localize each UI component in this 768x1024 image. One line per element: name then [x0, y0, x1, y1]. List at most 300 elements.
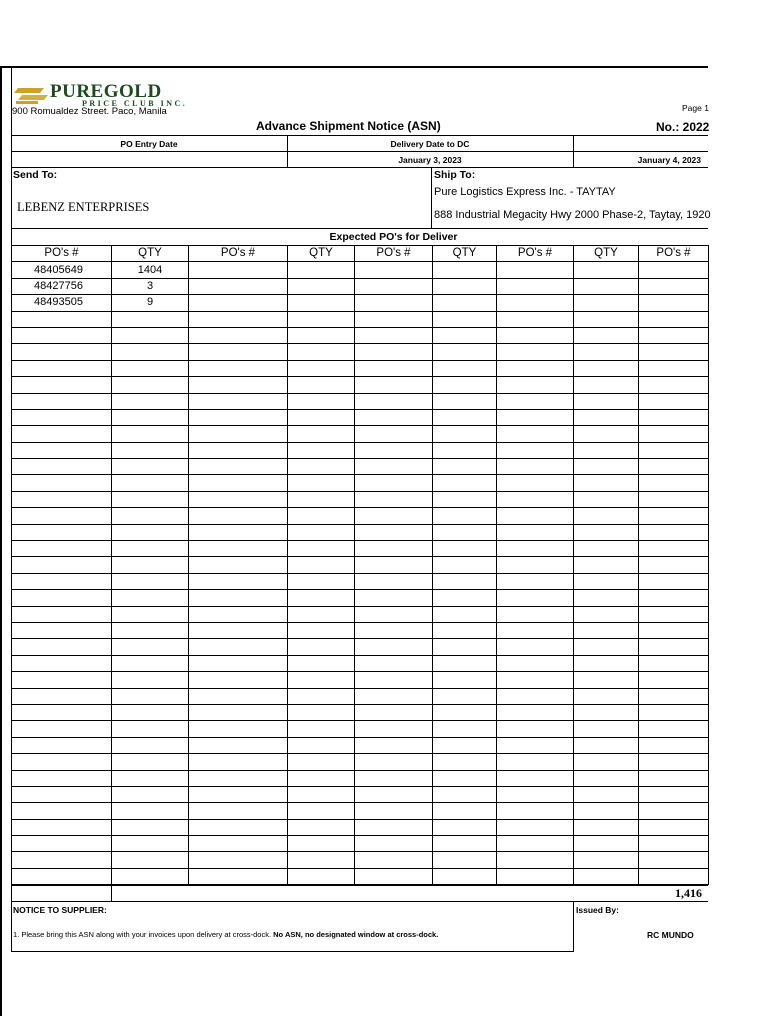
qty-cell: [574, 344, 639, 360]
qty-cell: [112, 836, 189, 852]
secondary-date-value: January 4, 2023: [637, 155, 701, 165]
qty-cell: [112, 655, 189, 671]
po-number-cell: [355, 803, 433, 819]
qty-cell: [433, 508, 497, 524]
po-number-cell: [497, 524, 574, 540]
po-number-cell: [639, 475, 709, 491]
po-number-cell: [639, 262, 709, 278]
po-number-cell: [355, 868, 433, 884]
po-number-cell: [639, 852, 709, 868]
table-row: [12, 262, 709, 278]
qty-cell: [574, 868, 639, 884]
po-number-cell: [189, 295, 288, 311]
table-row: [12, 311, 709, 327]
qty-cell: [288, 606, 355, 622]
po-number-cell: [497, 475, 574, 491]
issued-by-name: RC MUNDO: [647, 930, 694, 940]
qty-cell: [433, 754, 497, 770]
qty-cell: [112, 459, 189, 475]
qty-cell: [288, 409, 355, 425]
po-number-cell: [355, 541, 433, 557]
qty-cell: [433, 524, 497, 540]
qty-cell: [433, 360, 497, 376]
po-number-cell: [12, 311, 112, 327]
po-number-cell: [12, 622, 112, 638]
po-number-cell: [355, 721, 433, 737]
qty-cell: [112, 557, 189, 573]
qty-cell: [433, 836, 497, 852]
po-number-cell: [12, 590, 112, 606]
po-number-cell: [12, 377, 112, 393]
asn-number: No.: 2022: [656, 120, 710, 134]
qty-cell: [574, 278, 639, 294]
po-number-cell: [355, 393, 433, 409]
po-number-cell: [355, 344, 433, 360]
qty-cell: [433, 442, 497, 458]
po-number-cell: [497, 770, 574, 786]
qty-cell: [112, 704, 189, 720]
table-row: [12, 442, 709, 458]
po-number-cell: [189, 639, 288, 655]
po-number-cell: [497, 295, 574, 311]
ship-to-address: 888 Industrial Megacity Hwy 2000 Phase-2, Taytay, 1920: [434, 209, 711, 221]
qty-cell: [112, 377, 189, 393]
po-number-cell: [189, 803, 288, 819]
qty-cell: [112, 721, 189, 737]
table-row: [12, 278, 709, 294]
qty-cell: [574, 377, 639, 393]
po-number-cell: [639, 786, 709, 802]
notice-text: [13, 930, 438, 939]
po-number-cell: [189, 721, 288, 737]
po-number-cell: [355, 704, 433, 720]
po-number-cell: [189, 262, 288, 278]
qty-cell: [574, 786, 639, 802]
po-number-cell: [639, 344, 709, 360]
po-number-cell: [12, 524, 112, 540]
qty-cell: [433, 557, 497, 573]
po-number-cell: [639, 737, 709, 753]
qty-cell: [112, 737, 189, 753]
po-number-cell: [355, 573, 433, 589]
qty-cell: [433, 278, 497, 294]
qty-cell: [433, 409, 497, 425]
qty-cell: [433, 311, 497, 327]
po-number-cell: [355, 377, 433, 393]
qty-cell: [433, 295, 497, 311]
po-number-cell: [355, 442, 433, 458]
qty-cell: [112, 819, 189, 835]
column-header: PO's #: [355, 246, 433, 262]
po-number-cell: [355, 491, 433, 507]
po-number-cell: [355, 426, 433, 442]
po-number-cell: [355, 557, 433, 573]
qty-cell: [112, 344, 189, 360]
po-number-cell: [497, 606, 574, 622]
po-number-cell: [355, 295, 433, 311]
column-header: PO's #: [12, 246, 112, 262]
po-number-cell: [497, 360, 574, 376]
po-number-cell: [497, 327, 574, 343]
table-row: [12, 852, 709, 868]
qty-cell: [112, 327, 189, 343]
qty-cell: [574, 852, 639, 868]
po-number-cell: [639, 557, 709, 573]
po-number-cell: [497, 393, 574, 409]
qty-cell: [574, 311, 639, 327]
total-qty: 1,416: [675, 886, 702, 900]
qty-cell: [288, 491, 355, 507]
po-number-cell: [355, 819, 433, 835]
qty-cell: [288, 819, 355, 835]
row-line: [11, 167, 708, 168]
col-line: [431, 167, 432, 229]
po-number-cell: [639, 508, 709, 524]
qty-cell: [112, 442, 189, 458]
po-number-cell: [12, 344, 112, 360]
po-number-cell: [639, 754, 709, 770]
po-number-cell: [497, 836, 574, 852]
send-to-label: Send To:: [13, 169, 58, 181]
po-number-cell: [12, 819, 112, 835]
qty-cell: [112, 672, 189, 688]
qty-cell: [288, 573, 355, 589]
table-row: [12, 655, 709, 671]
qty-cell: [433, 327, 497, 343]
qty-cell: [112, 622, 189, 638]
row-line: [11, 228, 708, 229]
po-number-cell: [189, 672, 288, 688]
qty-cell: [574, 803, 639, 819]
po-number-cell: [12, 442, 112, 458]
qty-cell: [112, 868, 189, 884]
qty-cell: [112, 754, 189, 770]
puregold-logo-icon: [14, 84, 54, 106]
table-row: [12, 426, 709, 442]
po-number-cell: [189, 622, 288, 638]
po-number-cell: [497, 852, 574, 868]
po-number-cell: [639, 327, 709, 343]
po-number-cell: [12, 393, 112, 409]
po-number-cell: [189, 606, 288, 622]
po-number-cell: [12, 508, 112, 524]
column-header: QTY: [574, 246, 639, 262]
po-number-cell: [12, 770, 112, 786]
po-number-cell: [497, 311, 574, 327]
qty-cell: [112, 311, 189, 327]
qty-cell: [288, 672, 355, 688]
qty-cell: [288, 622, 355, 638]
po-number-cell: [497, 426, 574, 442]
qty-cell: [288, 442, 355, 458]
qty-cell: [288, 639, 355, 655]
qty-cell: [574, 655, 639, 671]
qty-cell: [433, 344, 497, 360]
po-number-cell: [189, 541, 288, 557]
qty-cell: [574, 426, 639, 442]
po-number-cell: 48427756: [12, 278, 112, 294]
row-line: [11, 151, 708, 152]
po-number-cell: [12, 557, 112, 573]
po-number-cell: [189, 442, 288, 458]
qty-cell: [574, 819, 639, 835]
po-number-cell: [189, 311, 288, 327]
po-number-cell: [12, 541, 112, 557]
po-number-cell: [639, 704, 709, 720]
po-number-cell: [639, 721, 709, 737]
po-number-cell: [497, 573, 574, 589]
qty-cell: [288, 557, 355, 573]
po-number-cell: [497, 409, 574, 425]
column-header: PO's #: [639, 246, 709, 262]
logo-name: PUREGOLD: [50, 81, 162, 102]
ship-to-label: Ship To:: [434, 169, 476, 181]
po-number-cell: [639, 803, 709, 819]
po-number-cell: [189, 836, 288, 852]
qty-cell: [574, 360, 639, 376]
table-row: [12, 377, 709, 393]
qty-cell: [288, 508, 355, 524]
po-number-cell: [189, 426, 288, 442]
table-header-row: [12, 246, 709, 262]
qty-cell: [288, 262, 355, 278]
qty-cell: [433, 590, 497, 606]
qty-cell: [288, 524, 355, 540]
po-table: [11, 245, 709, 885]
po-number-cell: [639, 459, 709, 475]
po-number-cell: [497, 868, 574, 884]
company-address: 900 Romualdez Street. Paco, Manila: [12, 106, 167, 117]
col-line: [573, 901, 574, 952]
po-number-cell: [12, 688, 112, 704]
po-number-cell: [639, 295, 709, 311]
qty-cell: [433, 672, 497, 688]
table-row: [12, 573, 709, 589]
po-number-cell: [355, 639, 433, 655]
qty-cell: [433, 573, 497, 589]
qty-cell: [288, 377, 355, 393]
po-number-cell: [12, 868, 112, 884]
po-number-cell: 48405649: [12, 262, 112, 278]
send-to-name: LEBENZ ENTERPRISES: [17, 200, 150, 214]
po-number-cell: [639, 688, 709, 704]
po-number-cell: [497, 278, 574, 294]
po-number-cell: [189, 524, 288, 540]
po-number-cell: [12, 491, 112, 507]
po-number-cell: [189, 704, 288, 720]
po-number-cell: [497, 655, 574, 671]
po-number-cell: [12, 426, 112, 442]
po-number-cell: [639, 491, 709, 507]
row-line: [11, 901, 708, 902]
po-number-cell: [189, 393, 288, 409]
qty-cell: [574, 327, 639, 343]
po-number-cell: [189, 786, 288, 802]
po-number-cell: [355, 508, 433, 524]
ship-to-name: Pure Logistics Express Inc. - TAYTAY: [434, 186, 616, 198]
qty-cell: [288, 426, 355, 442]
qty-cell: [574, 590, 639, 606]
table-row: [12, 491, 709, 507]
qty-cell: [112, 360, 189, 376]
qty-cell: [574, 704, 639, 720]
qty-cell: [574, 688, 639, 704]
po-number-cell: [355, 655, 433, 671]
qty-cell: [574, 721, 639, 737]
table-row: [12, 639, 709, 655]
po-number-cell: [12, 852, 112, 868]
qty-cell: [433, 491, 497, 507]
po-number-cell: [355, 672, 433, 688]
po-number-cell: [497, 541, 574, 557]
column-header: PO's #: [497, 246, 574, 262]
qty-cell: [288, 868, 355, 884]
po-number-cell: [355, 278, 433, 294]
po-number-cell: [12, 803, 112, 819]
qty-cell: [112, 803, 189, 819]
po-number-cell: [355, 311, 433, 327]
po-number-cell: [12, 327, 112, 343]
qty-cell: [288, 770, 355, 786]
po-number-cell: [497, 704, 574, 720]
po-number-cell: [12, 475, 112, 491]
qty-cell: [433, 852, 497, 868]
qty-cell: [433, 737, 497, 753]
qty-cell: [574, 622, 639, 638]
po-number-cell: [497, 819, 574, 835]
row-line: [11, 885, 708, 886]
po-number-cell: [497, 622, 574, 638]
page-number: Page 1: [682, 103, 709, 113]
qty-cell: [433, 639, 497, 655]
po-number-cell: [355, 459, 433, 475]
po-number-cell: [355, 737, 433, 753]
po-number-cell: [355, 360, 433, 376]
qty-cell: [433, 770, 497, 786]
po-number-cell: [639, 819, 709, 835]
po-number-cell: [639, 836, 709, 852]
po-number-cell: [497, 262, 574, 278]
qty-cell: [288, 541, 355, 557]
po-number-cell: [497, 803, 574, 819]
qty-cell: [574, 737, 639, 753]
po-number-cell: [639, 770, 709, 786]
po-number-cell: [497, 491, 574, 507]
qty-cell: [112, 409, 189, 425]
qty-cell: [433, 688, 497, 704]
po-number-cell: [639, 311, 709, 327]
po-number-cell: [497, 557, 574, 573]
notice-text-plain: 1. Please bring this ASN along with your invoices upon delivery at cross-dock.: [13, 930, 274, 939]
qty-cell: [574, 836, 639, 852]
qty-cell: [433, 459, 497, 475]
column-header: QTY: [288, 246, 355, 262]
po-number-cell: [639, 655, 709, 671]
qty-cell: [288, 311, 355, 327]
po-number-cell: [12, 672, 112, 688]
qty-cell: [288, 278, 355, 294]
po-number-cell: [12, 836, 112, 852]
table-row: [12, 459, 709, 475]
po-number-cell: [497, 344, 574, 360]
po-number-cell: [497, 786, 574, 802]
qty-cell: [433, 262, 497, 278]
left-border: [0, 66, 2, 1016]
po-number-cell: [639, 639, 709, 655]
table-row: [12, 606, 709, 622]
qty-cell: [288, 737, 355, 753]
po-number-cell: [497, 639, 574, 655]
po-number-cell: [497, 754, 574, 770]
qty-cell: [288, 344, 355, 360]
po-number-cell: [355, 475, 433, 491]
qty-cell: [112, 688, 189, 704]
po-number-cell: [639, 426, 709, 442]
document-title: Advance Shipment Notice (ASN): [256, 119, 441, 133]
po-number-cell: [355, 409, 433, 425]
table-row: [12, 475, 709, 491]
qty-cell: [288, 327, 355, 343]
qty-cell: [112, 639, 189, 655]
po-number-cell: [639, 622, 709, 638]
qty-cell: [112, 573, 189, 589]
table-row: [12, 803, 709, 819]
qty-cell: [574, 409, 639, 425]
po-number-cell: [639, 541, 709, 557]
table-row: [12, 704, 709, 720]
qty-cell: [433, 606, 497, 622]
po-number-cell: [355, 327, 433, 343]
table-row: [12, 524, 709, 540]
qty-cell: [288, 393, 355, 409]
qty-cell: [288, 852, 355, 868]
qty-cell: [288, 754, 355, 770]
po-number-cell: [639, 672, 709, 688]
po-number-cell: [12, 786, 112, 802]
po-number-cell: [355, 786, 433, 802]
qty-cell: 9: [112, 295, 189, 311]
table-row: [12, 508, 709, 524]
qty-cell: [112, 541, 189, 557]
po-number-cell: [639, 524, 709, 540]
qty-cell: [288, 295, 355, 311]
qty-cell: [574, 295, 639, 311]
po-number-cell: [189, 737, 288, 753]
logo-subtitle: PRICE CLUB INC.: [82, 99, 188, 108]
qty-cell: [112, 524, 189, 540]
table-row: [12, 836, 709, 852]
po-number-cell: [189, 573, 288, 589]
po-number-cell: [12, 655, 112, 671]
top-border: [0, 66, 708, 68]
table-row: [12, 688, 709, 704]
po-number-cell: [189, 327, 288, 343]
po-number-cell: [639, 393, 709, 409]
table-row: [12, 721, 709, 737]
qty-cell: [112, 508, 189, 524]
po-number-cell: [639, 590, 709, 606]
qty-cell: 1404: [112, 262, 189, 278]
qty-cell: [574, 508, 639, 524]
po-number-cell: [189, 655, 288, 671]
table-row: [12, 360, 709, 376]
po-number-cell: [189, 344, 288, 360]
po-number-cell: [355, 852, 433, 868]
table-row: [12, 622, 709, 638]
po-number-cell: [497, 508, 574, 524]
table-row: [12, 754, 709, 770]
qty-cell: [433, 426, 497, 442]
